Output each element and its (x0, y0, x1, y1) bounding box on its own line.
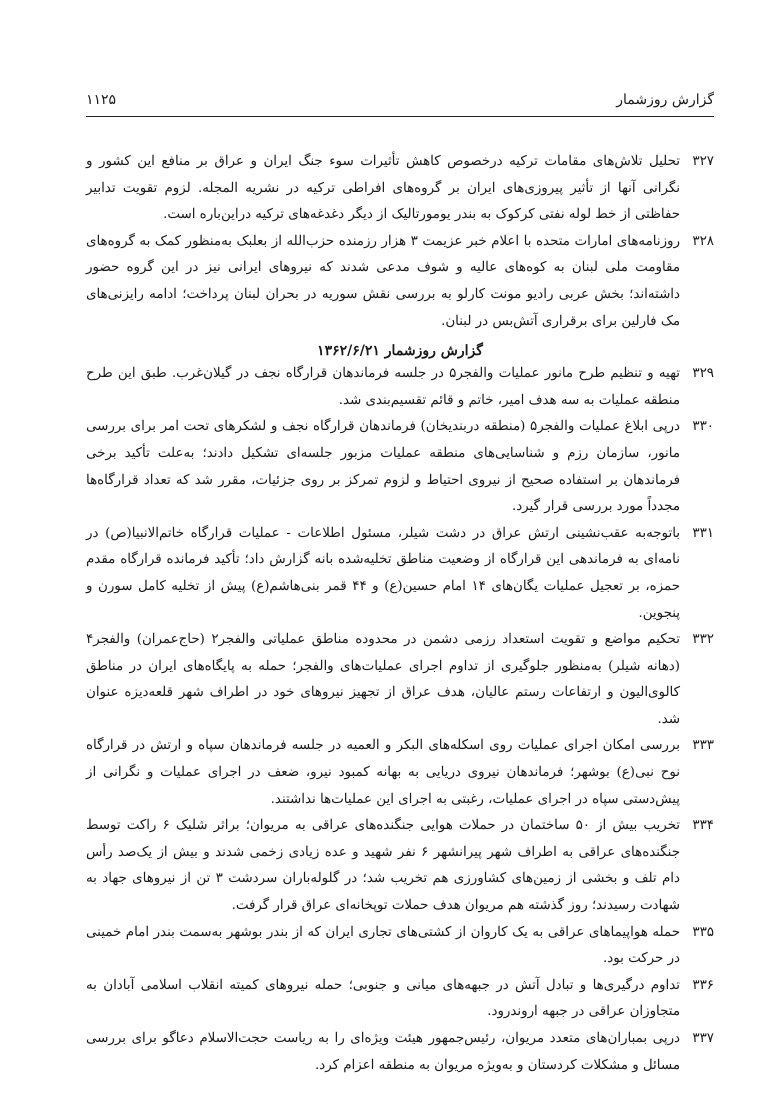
list-item (86, 813, 714, 919)
document-page (86, 92, 714, 1079)
entry-text: تهیه و تنظیم طرح مانور عملیات والفجر۵ در جلسه فرماندهان قرارگاه نجف در گیلان‌غرب. طبق این طرح منطقه عملیات به سه هدف امیر، خاتم و قائم تقسیم‌بندی شد. (86, 366, 680, 408)
list-item (86, 361, 714, 414)
entries-before (86, 149, 714, 335)
list-item (86, 627, 714, 733)
entry-number: ۳۳۶ (692, 977, 714, 993)
entry-text: باتوجه‌به عقب‌نشینی ارتش عراق در دشت شیلر، مسئول اطلاعات - عملیات قرارگاه خاتم‌الانبیا(ص) در نامه‌ای به فرماندهی این قرارگاه از وضعیت مناطق تخلیه‌شده بانه گزارش داد؛ تأکید فرمانده قرارگاه مقدم حمزه، بر تعجیل عملیات یگان‌های ۱۴ امام حسین(ع) و ۴۴ قمر بنی‌هاشم(ع) پیش از تخلیه کامل سورن و پنجوین. (86, 525, 680, 621)
entry-text: تداوم درگیری‌ها و تبادل آتش در جبهه‌های میانی و جنوبی؛ حمله نیروهای کمیته انقلاب اسلامی آبادان به متجاوزان عراقی در جبهه اروندرود. (86, 977, 680, 1020)
entry-number: ۳۳۳ (692, 738, 714, 754)
list-item (86, 229, 714, 335)
entry-text: تحلیل تلاش‌های مقامات ترکیه درخصوص کاهش تأثیرات سوء جنگ ایران و عراق بر منافع این کشور و نگرانی آنها از تأثیر پیروزی‌های ایران بر گروه‌های افراطی ترکیه در نشریه المجله. لزوم تقویت تدابیر حفاظتی از خط لوله نفتی کرکوک به بندر یومورتالیک از دیگر دغدغه‌های ترکیه دراین‌باره است. (86, 154, 680, 223)
entry-number: ۳۲۸ (692, 233, 714, 249)
list-item (86, 1026, 714, 1079)
list-item (86, 521, 714, 627)
list-item (86, 733, 714, 813)
entry-text: تحکیم مواضع و تقویت استعداد رزمی دشمن در محدوده مناطق عملیاتی والفجر۲ (حاج‌عمران) والفجر۴ (دهانه شیلر) به‌منظور جلوگیری از تداوم اجرای عملیات‌های والفجر؛ حمله به پایگاه‌های ایران در مناطق کالوی‌الیون و ارتفاعات رستم عالیان، هدف عراق از تجهیز نیروهای خود در اطراف شهر قلعه‌دیزه عنوان شد. (86, 632, 680, 727)
entry-number: ۳۳۴ (692, 818, 714, 834)
entry-number: ۳۳۷ (692, 1031, 714, 1046)
entry-text: تخریب بیش از ۵۰ ساختمان در حملات هوایی جنگنده‌های عراقی به مریوان؛ براثر شلیک ۶ راکت توسط جنگنده‌های عراقی به اطراف شهر پیرانشهر ۶ نفر شهید و عده زیادی زخمی شدند و بیش از یک‌صد رأس دام تلف و بخشی از زمین‌های کشاورزی هم تخریب شد؛ در گلوله‌باران سردشت ۳ تن از نیروهای جهاد به شهادت رسیدند؛ روز گذشته هم مریوان هدف حملات توپخانه‌ای عراق قرار گرفت. (86, 818, 680, 914)
list-item (86, 920, 714, 973)
date-heading: گزارش روزشمار ۱۳۶۲/۶/۲۱ (317, 343, 483, 360)
entry-number: ۳۲۹ (692, 366, 714, 382)
header-title: گزارش روزشمار (616, 92, 714, 108)
entry-number: ۳۳۵ (692, 924, 714, 940)
entries-after (86, 361, 714, 1079)
entry-text: درپی بمباران‌های متعدد مریوان، رئیس‌جمهور هیئت ویژه‌ای را به ریاست حجت‌الاسلام دعاگو برای بررسی مسائل و مشکلات کردستان و به‌ویژه مریوان به منطقه اعزام کرد. (86, 1031, 680, 1073)
list-item (86, 973, 714, 1026)
entry-text: درپی ابلاغ عملیات والفجر۵ (منطقه دربندیخان) فرماندهان قرارگاه نجف و لشکرهای تحت امر برای بررسی مانور، سازمان رزم و شناسایی‌های منطقه عملیات مزبور جلسه‌ای تشکیل دادند؛ به‌علت تأکید برخی فرماندهان بر استفاده صحیح از نیروی احتیاط و لزوم تمرکز بر روی جزئیات، مقرر شد که تعداد قرارگاه‌ها مجدداً مورد بررسی قرار گیرد. (86, 419, 680, 515)
running-header (86, 92, 714, 117)
list-item (86, 149, 714, 229)
entry-number: ۳۳۰ (692, 419, 714, 435)
entry-text: حمله هواپیماهای عراقی به یک کاروان از کشتی‌های تجاری ایران که از بندر بوشهر به‌سمت بندر امام خمینی در حرکت بود. (86, 924, 680, 967)
list-item (86, 414, 714, 520)
entry-number: ۳۳۲ (692, 632, 714, 648)
page-number: ۱۱۲۵ (86, 92, 117, 108)
entry-number: ۳۲۷ (692, 154, 714, 169)
entry-text: روزنامه‌های امارات متحده با اعلام خبر عزیمت ۳ هزار رزمنده حزب‌الله از بعلبک به‌منظور کمک به گروه‌های مقاومت ملی لبنان به کوه‌های عالیه و شوف مدعی شدند که نیروهای ایرانی نیز در این گروه حضور داشته‌اند؛ بخش عربی رادیو مونت کارلو به بررسی نقش سوریه در بحران لبنان پرداخت؛ ادامه رایزنی‌های مک فارلین برای برقراری آتش‌بس در لبنان. (86, 233, 680, 329)
entry-text: بررسی امکان اجرای عملیات روی اسکله‌های البکر و العمیه در جلسه فرماندهان سپاه و ارتش در قرارگاه نوح نبی(ع) بوشهر؛ فرماندهان نیروی دریایی به بهانه کمبود نیرو، ضعف در اجرای عملیات و نگرانی از پیش‌دستی سپاه در اجرای عملیات، رغبتی به اجرای این عملیات‌ها نداشتند. (86, 738, 681, 807)
entry-number: ۳۳۱ (692, 525, 714, 541)
